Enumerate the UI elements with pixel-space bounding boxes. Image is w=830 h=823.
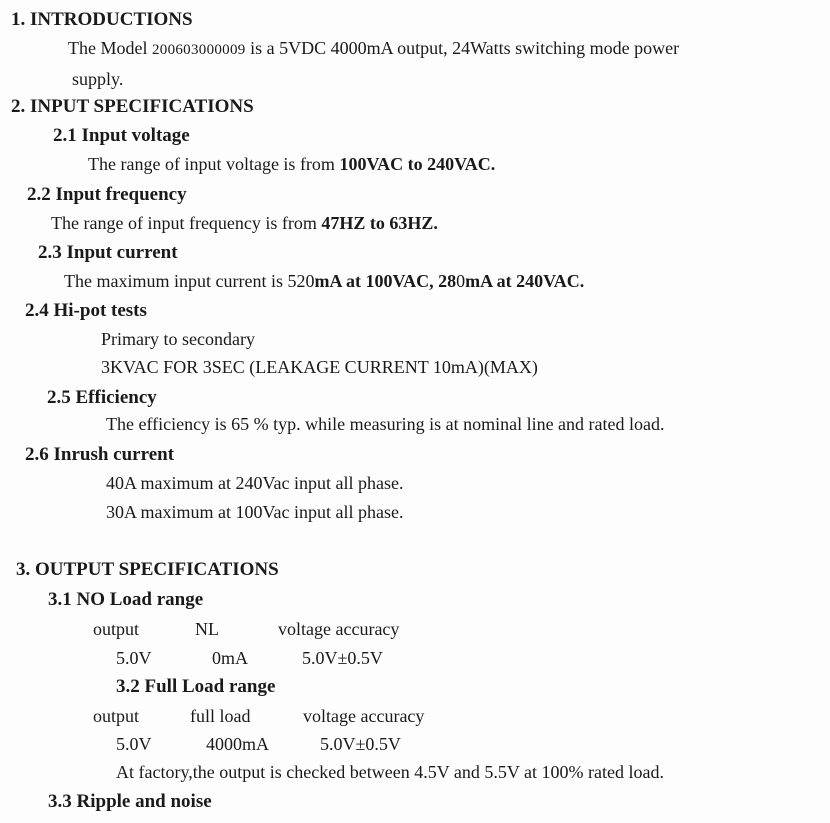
- no-load-heading: 3.1 NO Load range: [48, 589, 204, 610]
- hipot-line-1: Primary to secondary: [101, 329, 255, 349]
- section-3-heading: 3. OUTPUT SPECIFICATIONS: [16, 559, 279, 580]
- inrush-line-2: 30A maximum at 100Vac input all phase.: [106, 502, 404, 522]
- input-voltage-heading: 2.1 Input voltage: [53, 125, 190, 146]
- input-voltage-text: [88, 153, 495, 175]
- full-load-heading: 3.2 Full Load range: [116, 676, 276, 697]
- full-load-header-load: full load: [190, 706, 251, 726]
- full-load-cell-load: 4000mA: [206, 734, 269, 754]
- input-current-bold-2: mA at 240VAC.: [465, 271, 585, 291]
- hipot-line-2: 3KVAC FOR 3SEC (LEAKAGE CURRENT 10mA)(MAX): [101, 357, 538, 377]
- ripple-noise-heading: 3.3 Ripple and noise: [48, 791, 212, 812]
- input-frequency-prefix: The range of input frequency is from: [51, 213, 322, 233]
- efficiency-heading: 2.5 Efficiency: [47, 387, 157, 408]
- full-load-note: At factory,the output is checked between 4.5V and 5.5V at 100% rated load.: [116, 762, 665, 782]
- full-load-header-output: output: [93, 706, 140, 726]
- input-voltage-range: 100VAC to 240VAC.: [339, 154, 496, 174]
- no-load-cell-nl: 0mA: [212, 648, 248, 668]
- input-current-mid: 0: [456, 271, 466, 291]
- inrush-heading: 2.6 Inrush current: [25, 444, 175, 465]
- input-current-text: [64, 270, 584, 292]
- model-number: 200603000009: [151, 42, 246, 58]
- input-frequency-text: [51, 212, 438, 234]
- efficiency-text: The efficiency is 65 % typ. while measuring is at nominal line and rated load.: [106, 414, 665, 434]
- no-load-cell-output: 5.0V: [116, 648, 152, 668]
- no-load-header-accuracy: voltage accuracy: [278, 619, 400, 639]
- full-load-header-accuracy: voltage accuracy: [303, 706, 425, 726]
- hipot-heading: 2.4 Hi-pot tests: [25, 300, 147, 321]
- full-load-cell-output: 5.0V: [116, 734, 152, 754]
- no-load-header-output: output: [93, 619, 140, 639]
- intro-line-1: [68, 37, 679, 61]
- full-load-cell-accuracy: 5.0V±0.5V: [320, 734, 401, 754]
- input-current-heading: 2.3 Input current: [38, 242, 178, 263]
- input-frequency-range: 47HZ to 63HZ.: [321, 213, 438, 233]
- intro-suffix: is a 5VDC 4000mA output, 24Watts switching mode power: [250, 38, 680, 58]
- inrush-line-1: 40A maximum at 240Vac input all phase.: [106, 473, 404, 493]
- section-1-heading: 1. INTRODUCTIONS: [11, 9, 193, 30]
- input-current-prefix: The maximum input current is 520: [64, 271, 315, 291]
- intro-prefix: The Model: [68, 38, 148, 58]
- input-current-bold-1: mA at 100VAC, 28: [314, 271, 457, 291]
- intro-line-2: supply.: [72, 69, 124, 89]
- no-load-cell-accuracy: 5.0V±0.5V: [302, 648, 383, 668]
- section-2-heading: 2. INPUT SPECIFICATIONS: [11, 96, 254, 117]
- input-frequency-heading: 2.2 Input frequency: [27, 184, 187, 205]
- no-load-header-nl: NL: [195, 619, 219, 639]
- input-voltage-prefix: The range of input voltage is from: [88, 154, 340, 174]
